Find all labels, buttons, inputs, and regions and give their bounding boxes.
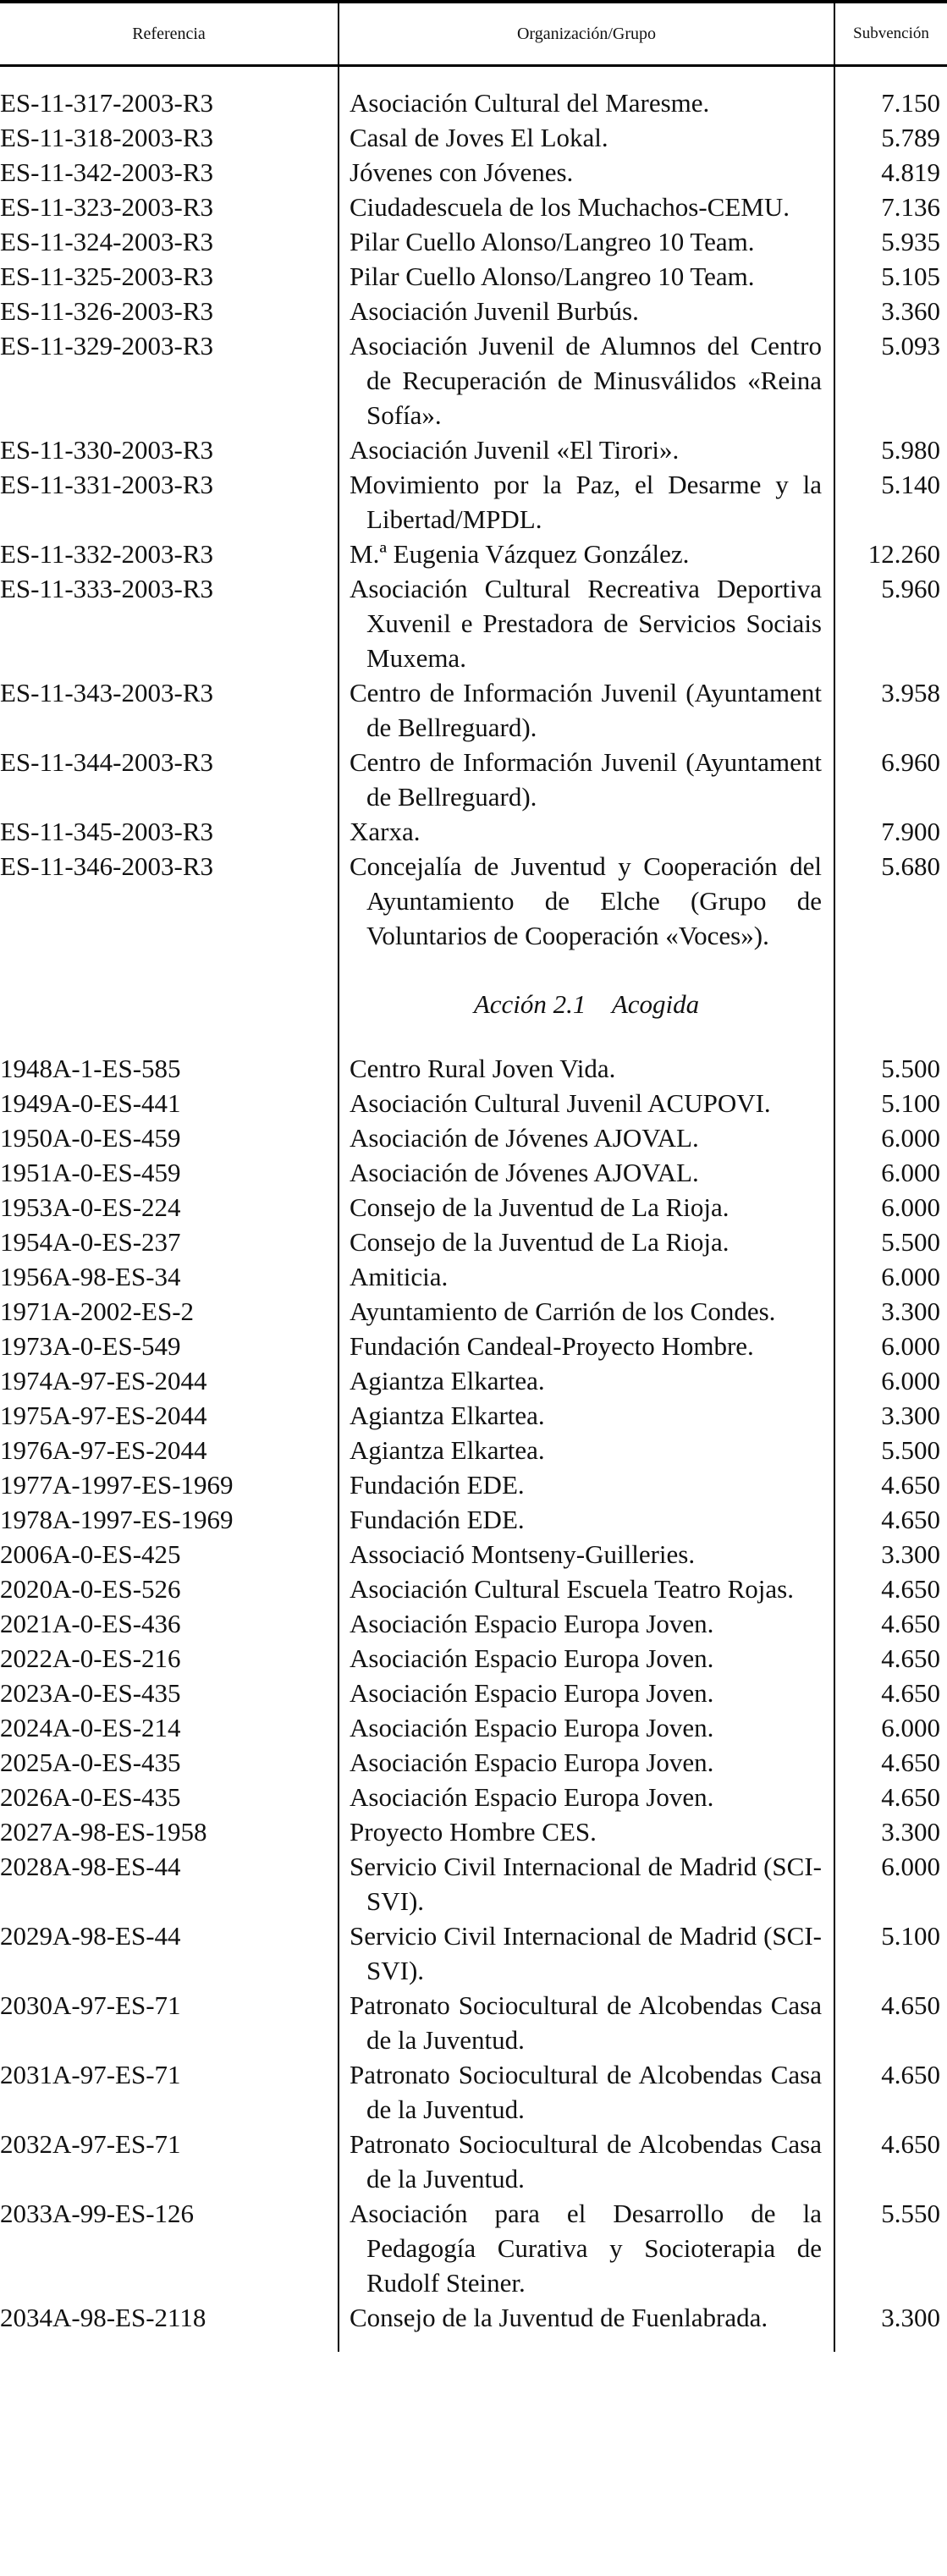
reference-cell: ES-11-342-2003-R3 bbox=[0, 157, 213, 187]
grant-amount-cell: 3.300 bbox=[881, 1296, 940, 1326]
table-row bbox=[0, 1225, 947, 1259]
grant-amount-cell: 6.000 bbox=[881, 1192, 940, 1222]
organization-name: Asociación Espacio Europa Joven. bbox=[350, 1609, 714, 1638]
reference-cell: 2025A-0-ES-435 bbox=[0, 1748, 181, 1777]
table-row bbox=[0, 1780, 947, 1814]
grant-amount-cell: 5.935 bbox=[881, 227, 940, 256]
reference-cell: 1950A-0-ES-459 bbox=[0, 1123, 181, 1153]
organization-cell bbox=[339, 2057, 834, 2127]
organization-name: Asociación Espacio Europa Joven. bbox=[350, 1748, 714, 1777]
organization-cell bbox=[339, 675, 834, 745]
grant-amount-cell: 5.140 bbox=[881, 470, 940, 499]
organization-cell bbox=[339, 328, 834, 432]
reference-cell: 1974A-97-ES-2044 bbox=[0, 1366, 207, 1395]
table-row bbox=[0, 1086, 947, 1120]
organization-cell bbox=[339, 1363, 834, 1398]
organization-cell bbox=[339, 1745, 834, 1780]
reference-cell: ES-11-330-2003-R3 bbox=[0, 435, 213, 465]
organization-name: Patronato Sociocultural de Alcobendas Casa de la Juventud. bbox=[350, 2129, 822, 2193]
table-row bbox=[0, 432, 947, 467]
organization-name: Servicio Civil Internacional de Madrid (SCI-SVI). bbox=[350, 1852, 822, 1916]
grant-amount-cell: 5.105 bbox=[881, 261, 940, 291]
organization-name: Centro de Información Juvenil (Ayuntament de Bellreguard). bbox=[350, 678, 822, 742]
reference-cell: 2026A-0-ES-435 bbox=[0, 1782, 181, 1812]
table-row bbox=[0, 675, 947, 745]
reference-cell: 2029A-98-ES-44 bbox=[0, 1921, 181, 1951]
table-row bbox=[0, 1849, 947, 1918]
table-row bbox=[0, 1190, 947, 1225]
grant-amount-cell: 7.136 bbox=[881, 192, 940, 222]
organization-cell bbox=[339, 1502, 834, 1537]
organization-cell bbox=[339, 1988, 834, 2057]
organization-cell bbox=[339, 1814, 834, 1849]
reference-cell: ES-11-325-2003-R3 bbox=[0, 261, 213, 291]
grant-amount-cell: 5.500 bbox=[881, 1435, 940, 1465]
grant-amount-cell: 5.100 bbox=[881, 1088, 940, 1118]
header-grant: Subvención bbox=[834, 2, 947, 66]
organization-name: Pilar Cuello Alonso/Langreo 10 Team. bbox=[350, 261, 755, 291]
organization-name: Patronato Sociocultural de Alcobendas Casa de la Juventud. bbox=[350, 1990, 822, 2055]
organization-cell bbox=[339, 537, 834, 571]
organization-cell bbox=[339, 224, 834, 259]
table-row bbox=[0, 1329, 947, 1363]
grant-amount-cell: 5.500 bbox=[881, 1227, 940, 1257]
reference-cell: 1953A-0-ES-224 bbox=[0, 1192, 181, 1222]
grant-amount-cell: 3.300 bbox=[881, 1401, 940, 1430]
reference-cell: ES-11-326-2003-R3 bbox=[0, 296, 213, 326]
organization-name: Proyecto Hombre CES. bbox=[350, 1817, 597, 1847]
table-row bbox=[0, 537, 947, 571]
grant-amount-cell: 5.100 bbox=[881, 1921, 940, 1951]
table-row bbox=[0, 1051, 947, 1086]
grant-amount-cell: 5.550 bbox=[881, 2199, 940, 2228]
reference-cell: ES-11-323-2003-R3 bbox=[0, 192, 213, 222]
organization-cell bbox=[339, 1329, 834, 1363]
organization-cell bbox=[339, 467, 834, 537]
reference-cell: ES-11-324-2003-R3 bbox=[0, 227, 213, 256]
reference-cell: 1975A-97-ES-2044 bbox=[0, 1401, 207, 1430]
table-row bbox=[0, 745, 947, 814]
grant-amount-cell: 4.650 bbox=[881, 1643, 940, 1673]
organization-cell bbox=[339, 2196, 834, 2300]
table-row bbox=[0, 155, 947, 190]
table-row bbox=[0, 1155, 947, 1190]
organization-cell bbox=[339, 1467, 834, 1502]
organization-cell bbox=[339, 1433, 834, 1467]
organization-name: Fundación Candeal-Proyecto Hombre. bbox=[350, 1331, 754, 1361]
reference-cell: ES-11-343-2003-R3 bbox=[0, 678, 213, 707]
organization-cell bbox=[339, 814, 834, 849]
reference-cell: ES-11-345-2003-R3 bbox=[0, 817, 213, 846]
section-heading: Acción 2.1 Acogida bbox=[473, 988, 700, 1019]
organization-cell bbox=[339, 259, 834, 294]
grant-amount-cell: 4.650 bbox=[881, 1782, 940, 1812]
organization-name: Asociación Espacio Europa Joven. bbox=[350, 1713, 714, 1742]
grant-amount-cell: 5.960 bbox=[881, 574, 940, 603]
grant-amount-cell: 6.000 bbox=[881, 1852, 940, 1881]
organization-cell bbox=[339, 1676, 834, 1710]
table-row bbox=[0, 328, 947, 432]
section-heading-row bbox=[0, 953, 947, 1051]
table-row bbox=[0, 1676, 947, 1710]
organization-cell bbox=[339, 1849, 834, 1918]
reference-cell: 1949A-0-ES-441 bbox=[0, 1088, 181, 1118]
reference-cell: 2022A-0-ES-216 bbox=[0, 1643, 181, 1673]
table-row bbox=[0, 1467, 947, 1502]
grant-amount-cell: 5.500 bbox=[881, 1054, 940, 1083]
organization-cell bbox=[339, 1086, 834, 1120]
table-row bbox=[0, 467, 947, 537]
reference-cell: ES-11-317-2003-R3 bbox=[0, 88, 213, 118]
organization-cell bbox=[339, 1155, 834, 1190]
reference-cell: 1948A-1-ES-585 bbox=[0, 1054, 181, 1083]
organization-cell bbox=[339, 849, 834, 953]
header-organization: Organización/Grupo bbox=[339, 2, 834, 66]
table-row bbox=[0, 1259, 947, 1294]
organization-cell bbox=[339, 1710, 834, 1745]
organization-cell bbox=[339, 1606, 834, 1641]
grant-amount-cell: 4.650 bbox=[881, 2129, 940, 2159]
table-header-row bbox=[0, 2, 947, 66]
table-body bbox=[0, 66, 947, 2353]
reference-cell: 2006A-0-ES-425 bbox=[0, 1539, 181, 1569]
grant-amount-cell: 6.960 bbox=[881, 747, 940, 777]
organization-name: Centro Rural Joven Vida. bbox=[350, 1054, 616, 1083]
grant-amount-cell: 4.650 bbox=[881, 1609, 940, 1638]
grant-amount-cell: 3.300 bbox=[881, 1539, 940, 1569]
organization-name: Ayuntamiento de Carrión de los Condes. bbox=[350, 1296, 776, 1326]
organization-name: Asociación Espacio Europa Joven. bbox=[350, 1678, 714, 1708]
grant-amount-cell: 3.958 bbox=[881, 678, 940, 707]
table-row bbox=[0, 849, 947, 953]
table-row bbox=[0, 571, 947, 675]
organization-name: Jóvenes con Jóvenes. bbox=[350, 157, 574, 187]
organization-cell bbox=[339, 294, 834, 328]
organization-name: Consejo de la Juventud de Fuenlabrada. bbox=[350, 2303, 768, 2332]
organization-name: Movimiento por la Paz, el Desarme y la Libertad/MPDL. bbox=[350, 470, 822, 534]
grant-amount-cell: 5.980 bbox=[881, 435, 940, 465]
reference-cell: 2024A-0-ES-214 bbox=[0, 1713, 181, 1742]
reference-cell: 2027A-98-ES-1958 bbox=[0, 1817, 207, 1847]
reference-cell: 1977A-1997-ES-1969 bbox=[0, 1470, 234, 1500]
table-row bbox=[0, 2300, 947, 2335]
organization-cell bbox=[339, 1398, 834, 1433]
organization-cell bbox=[339, 571, 834, 675]
reference-cell: 1971A-2002-ES-2 bbox=[0, 1296, 195, 1326]
grant-amount-cell: 6.000 bbox=[881, 1158, 940, 1187]
organization-name: Asociación para el Desarrollo de la Pedagogía Curativa y Socioterapia de Rudolf Steiner. bbox=[350, 2199, 822, 2298]
reference-cell: 2032A-97-ES-71 bbox=[0, 2129, 181, 2159]
grant-amount-cell: 5.093 bbox=[881, 331, 940, 361]
table-row bbox=[0, 1537, 947, 1571]
reference-cell: ES-11-331-2003-R3 bbox=[0, 470, 213, 499]
organization-name: Asociación Cultural Juvenil ACUPOVI. bbox=[350, 1088, 771, 1118]
table-row bbox=[0, 1571, 947, 1606]
grant-amount-cell: 4.650 bbox=[881, 1574, 940, 1604]
table-row bbox=[0, 1710, 947, 1745]
organization-cell bbox=[339, 1537, 834, 1571]
organization-name: Casal de Joves El Lokal. bbox=[350, 123, 608, 152]
grant-amount-cell: 4.650 bbox=[881, 1505, 940, 1534]
grant-amount-cell: 6.000 bbox=[881, 1123, 940, 1153]
grant-amount-cell: 4.819 bbox=[881, 157, 940, 187]
organization-name: Ciudadescuela de los Muchachos-CEMU. bbox=[350, 192, 790, 222]
organization-name: Amiticia. bbox=[350, 1262, 449, 1291]
table-row bbox=[0, 1988, 947, 2057]
table-row bbox=[0, 2196, 947, 2300]
reference-cell: ES-11-318-2003-R3 bbox=[0, 123, 213, 152]
organization-name: Consejo de la Juventud de La Rioja. bbox=[350, 1227, 730, 1257]
organization-name: Consejo de la Juventud de La Rioja. bbox=[350, 1192, 730, 1222]
organization-cell bbox=[339, 2300, 834, 2335]
organization-name: Asociación Cultural Recreativa Deportiva Xuvenil e Prestadora de Servicios Sociais Muxema. bbox=[350, 574, 822, 673]
reference-cell: 2020A-0-ES-526 bbox=[0, 1574, 181, 1604]
table-row bbox=[0, 190, 947, 224]
grant-amount-cell: 7.900 bbox=[881, 817, 940, 846]
grant-amount-cell: 3.360 bbox=[881, 296, 940, 326]
organization-cell bbox=[339, 2127, 834, 2196]
grant-amount-cell: 5.680 bbox=[881, 851, 940, 881]
grant-amount-cell: 4.650 bbox=[881, 1470, 940, 1500]
organization-name: Asociación Cultural Escuela Teatro Rojas. bbox=[350, 1574, 794, 1604]
table-row bbox=[0, 1745, 947, 1780]
organization-cell bbox=[339, 1294, 834, 1329]
organization-cell bbox=[339, 1120, 834, 1155]
reference-cell: 2023A-0-ES-435 bbox=[0, 1678, 181, 1708]
reference-cell: 2030A-97-ES-71 bbox=[0, 1990, 181, 2020]
table-row bbox=[0, 259, 947, 294]
organization-name: Asociación Espacio Europa Joven. bbox=[350, 1782, 714, 1812]
organization-name: Pilar Cuello Alonso/Langreo 10 Team. bbox=[350, 227, 755, 256]
reference-cell: 2033A-99-ES-126 bbox=[0, 2199, 195, 2228]
organization-name: Asociación Juvenil Burbús. bbox=[350, 296, 639, 326]
spacer-row bbox=[0, 66, 947, 86]
grant-amount-cell: 4.650 bbox=[881, 1748, 940, 1777]
organization-cell bbox=[339, 85, 834, 120]
grant-amount-cell: 4.650 bbox=[881, 2060, 940, 2089]
grant-amount-cell: 6.000 bbox=[881, 1366, 940, 1395]
organization-name: Asociación Espacio Europa Joven. bbox=[350, 1643, 714, 1673]
organization-name: Fundación EDE. bbox=[350, 1505, 525, 1534]
table-row bbox=[0, 1814, 947, 1849]
organization-name: Asociación Juvenil «El Tirori». bbox=[350, 435, 680, 465]
reference-cell: ES-11-332-2003-R3 bbox=[0, 539, 213, 569]
table-row bbox=[0, 1294, 947, 1329]
organization-name: Agiantza Elkartea. bbox=[350, 1366, 545, 1395]
table-row bbox=[0, 1641, 947, 1676]
reference-cell: 2021A-0-ES-436 bbox=[0, 1609, 181, 1638]
reference-cell: 2034A-98-ES-2118 bbox=[0, 2303, 206, 2332]
grant-amount-cell: 5.789 bbox=[881, 123, 940, 152]
table-row bbox=[0, 2057, 947, 2127]
organization-name: Associació Montseny-Guilleries. bbox=[350, 1539, 696, 1569]
grant-amount-cell: 6.000 bbox=[881, 1331, 940, 1361]
organization-cell bbox=[339, 1918, 834, 1988]
organization-cell bbox=[339, 745, 834, 814]
organization-cell bbox=[339, 1259, 834, 1294]
organization-name: M.ª Eugenia Vázquez González. bbox=[350, 539, 690, 569]
organization-name: Centro de Información Juvenil (Ayuntament de Bellreguard). bbox=[350, 747, 822, 812]
grant-amount-cell: 6.000 bbox=[881, 1262, 940, 1291]
grant-amount-cell: 3.300 bbox=[881, 1817, 940, 1847]
grant-amount-cell: 4.650 bbox=[881, 1678, 940, 1708]
table-row bbox=[0, 814, 947, 849]
grant-amount-cell: 12.260 bbox=[867, 539, 940, 569]
reference-cell: ES-11-329-2003-R3 bbox=[0, 331, 213, 361]
organization-cell bbox=[339, 1225, 834, 1259]
organization-name: Xarxa. bbox=[350, 817, 421, 846]
organization-name: Asociación Cultural del Maresme. bbox=[350, 88, 710, 118]
reference-cell: 1956A-98-ES-34 bbox=[0, 1262, 181, 1291]
table-row bbox=[0, 1502, 947, 1537]
organization-cell bbox=[339, 120, 834, 155]
organization-cell bbox=[339, 1051, 834, 1086]
reference-cell: 1976A-97-ES-2044 bbox=[0, 1435, 207, 1465]
organization-name: Asociación de Jóvenes AJOVAL. bbox=[350, 1123, 699, 1153]
organization-cell bbox=[339, 190, 834, 224]
organization-name: Concejalía de Juventud y Cooperación del Ayuntamiento de Elche (Grupo de Voluntarios de Cooperación «Voces»). bbox=[350, 851, 822, 950]
grant-amount-cell: 3.300 bbox=[881, 2303, 940, 2332]
table-row bbox=[0, 1120, 947, 1155]
reference-cell: 2031A-97-ES-71 bbox=[0, 2060, 181, 2089]
table-row bbox=[0, 224, 947, 259]
reference-cell: 1978A-1997-ES-1969 bbox=[0, 1505, 234, 1534]
reference-cell: ES-11-344-2003-R3 bbox=[0, 747, 213, 777]
reference-cell: ES-11-333-2003-R3 bbox=[0, 574, 213, 603]
table-row bbox=[0, 2127, 947, 2196]
reference-cell: 1954A-0-ES-237 bbox=[0, 1227, 181, 1257]
organization-cell bbox=[339, 432, 834, 467]
table-row bbox=[0, 1433, 947, 1467]
organization-name: Patronato Sociocultural de Alcobendas Casa de la Juventud. bbox=[350, 2060, 822, 2124]
grant-amount-cell: 6.000 bbox=[881, 1713, 940, 1742]
grant-amount-cell: 7.150 bbox=[881, 88, 940, 118]
reference-cell: 1951A-0-ES-459 bbox=[0, 1158, 181, 1187]
table-row bbox=[0, 1918, 947, 1988]
organization-name: Servicio Civil Internacional de Madrid (SCI-SVI). bbox=[350, 1921, 822, 1985]
organization-name: Fundación EDE. bbox=[350, 1470, 525, 1500]
organization-name: Agiantza Elkartea. bbox=[350, 1435, 545, 1465]
reference-cell: 1973A-0-ES-549 bbox=[0, 1331, 181, 1361]
organization-name: Asociación Juvenil de Alumnos del Centro de Recuperación de Minusválidos «Reina Sofía». bbox=[350, 331, 822, 430]
spacer-row bbox=[0, 2335, 947, 2352]
table-row bbox=[0, 1398, 947, 1433]
organization-cell bbox=[339, 155, 834, 190]
organization-name: Agiantza Elkartea. bbox=[350, 1401, 545, 1430]
table-row bbox=[0, 85, 947, 120]
organization-cell bbox=[339, 1641, 834, 1676]
organization-cell bbox=[339, 1190, 834, 1225]
organization-cell bbox=[339, 1571, 834, 1606]
table-row bbox=[0, 1363, 947, 1398]
table-row bbox=[0, 1606, 947, 1641]
table-row bbox=[0, 120, 947, 155]
reference-cell: ES-11-346-2003-R3 bbox=[0, 851, 213, 881]
organization-name: Asociación de Jóvenes AJOVAL. bbox=[350, 1158, 699, 1187]
organization-cell bbox=[339, 1780, 834, 1814]
grant-amount-cell: 4.650 bbox=[881, 1990, 940, 2020]
header-reference: Referencia bbox=[0, 2, 339, 66]
reference-cell: 2028A-98-ES-44 bbox=[0, 1852, 181, 1881]
table-row bbox=[0, 294, 947, 328]
